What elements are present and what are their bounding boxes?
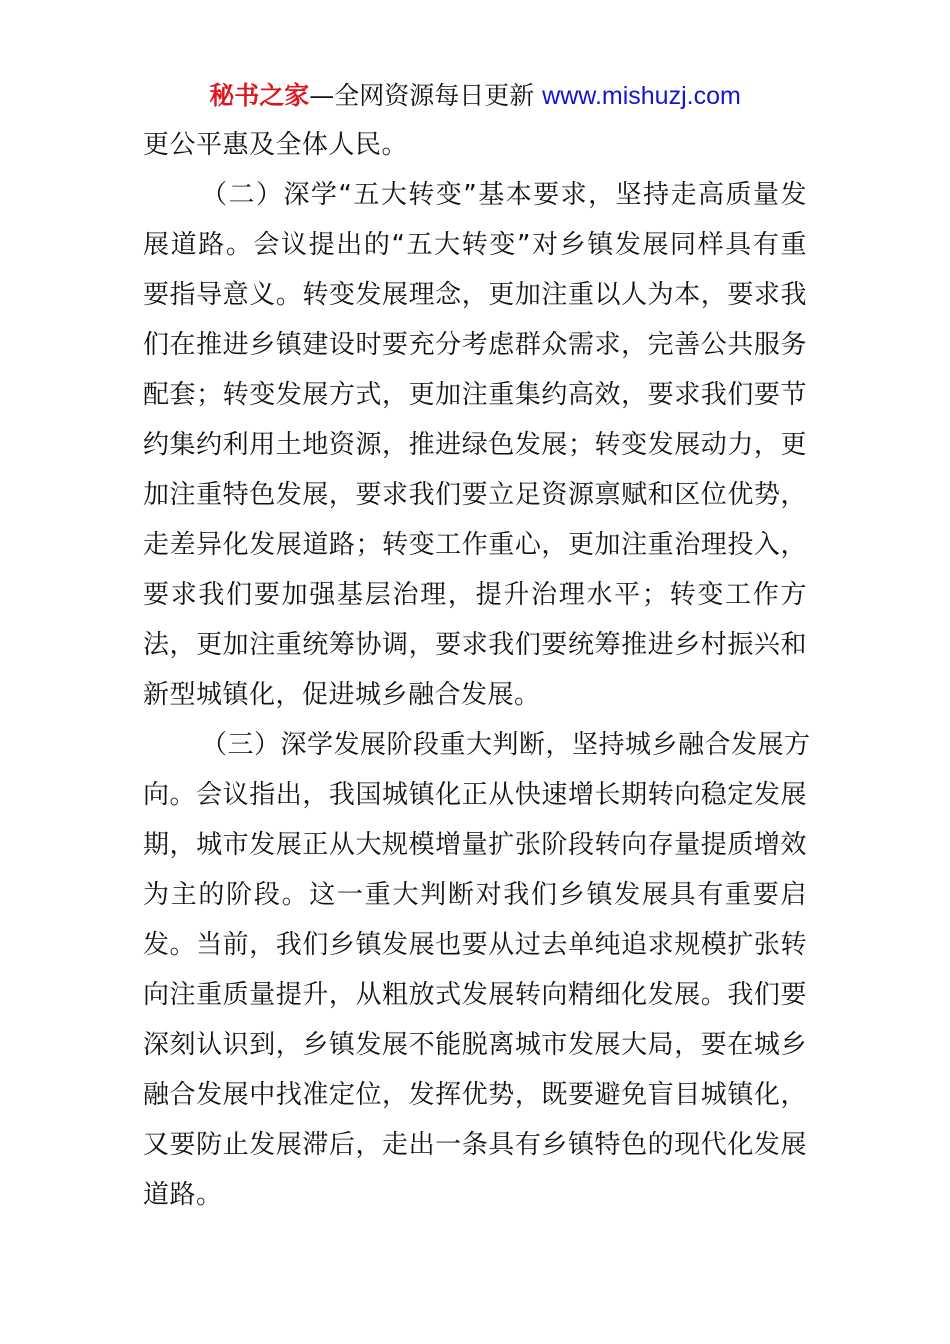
text-line: 又要防止发展滞后，走出一条具有乡镇特色的现代化发展	[143, 1130, 807, 1160]
site-url-link[interactable]: www.mishuzj.com	[542, 82, 741, 110]
text-line: 新型城镇化，促进城乡融合发展。	[143, 680, 541, 710]
text-line: 展道路。会议提出的“五大转变”对乡镇发展同样具有重	[143, 230, 807, 260]
text-line: 融合发展中找准定位，发挥优势，既要避免盲目城镇化，	[143, 1080, 807, 1110]
text-line: （二）深学“五大转变”基本要求，坚持走高质量发	[201, 180, 807, 210]
text-line: 走差异化发展道路；转变工作重心，更加注重治理投入，	[143, 530, 807, 560]
text-line: 加注重特色发展，要求我们要立足资源禀赋和区位优势，	[143, 480, 807, 510]
text-line: （三）深学发展阶段重大判断，坚持城乡融合发展方	[201, 730, 811, 760]
text-line: 深刻认识到，乡镇发展不能脱离城市发展大局，要在城乡	[143, 1030, 807, 1060]
brand-name: 秘书之家	[209, 81, 310, 110]
text-line: 为主的阶段。这一重大判断对我们乡镇发展具有重要启	[143, 880, 807, 910]
text-line: 配套；转变发展方式，更加注重集约高效，要求我们要节	[143, 380, 807, 410]
text-line: 们在推进乡镇建设时要充分考虑群众需求，完善公共服务	[143, 330, 807, 360]
text-line: 期，城市发展正从大规模增量扩张阶段转向存量提质增效	[143, 830, 807, 860]
page-header	[0, 80, 950, 112]
header-tagline: —全网资源每日更新	[309, 81, 543, 110]
text-line: 约集约利用土地资源，推进绿色发展；转变发展动力，更	[143, 430, 807, 460]
text-line: 要指导意义。转变发展理念，更加注重以人为本，要求我	[143, 280, 807, 310]
text-line: 道路。	[143, 1180, 223, 1210]
text-line: 更公平惠及全体人民。	[143, 130, 409, 160]
text-line: 法，更加注重统筹协调，要求我们要统筹推进乡村振兴和	[143, 630, 807, 660]
text-line: 发。当前，我们乡镇发展也要从过去单纯追求规模扩张转	[143, 930, 807, 960]
text-line: 要求我们要加强基层治理，提升治理水平；转变工作方	[143, 580, 807, 610]
text-line: 向。会议指出，我国城镇化正从快速增长期转向稳定发展	[143, 780, 807, 810]
document-body	[143, 120, 811, 1220]
text-line: 向注重质量提升，从粗放式发展转向精细化发展。我们要	[143, 980, 807, 1010]
